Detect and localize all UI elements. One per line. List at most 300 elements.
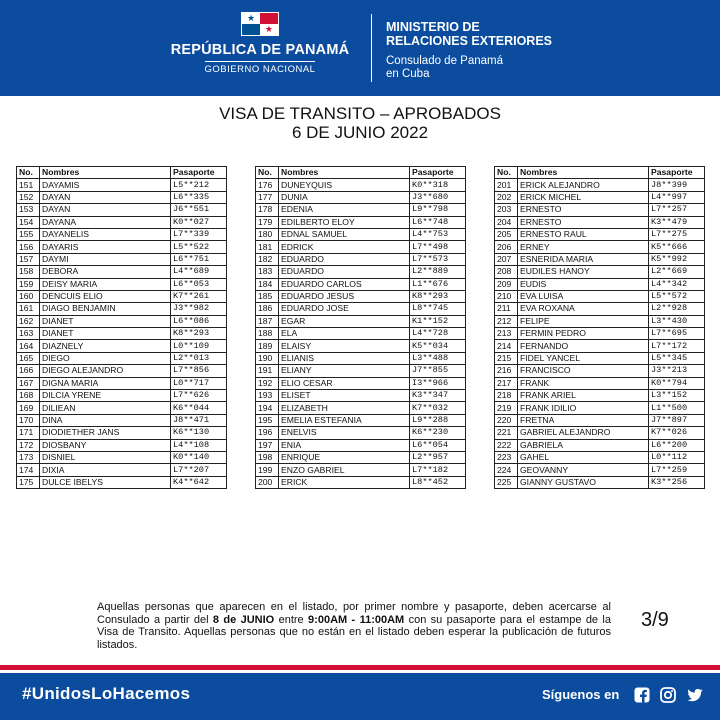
cell-no: 171: [17, 427, 40, 439]
cell-no: 184: [256, 278, 279, 290]
cell-no: 182: [256, 253, 279, 265]
cell-passport: J8**399: [649, 179, 705, 191]
cell-name: DIAGO BENJAMIN: [40, 303, 171, 315]
cell-passport: L7**498: [410, 241, 466, 253]
cell-passport: L5**522: [171, 241, 227, 253]
approved-list-table-3: [494, 166, 705, 489]
cell-name: ELISET: [279, 390, 410, 402]
table-header-row: [495, 167, 705, 179]
cell-name: GIANNY GUSTAVO: [518, 476, 649, 488]
table-row: [17, 340, 227, 352]
cell-name: ENIA: [279, 439, 410, 451]
cell-no: 194: [256, 402, 279, 414]
title-line-2: 6 DE JUNIO 2022: [291, 123, 429, 142]
cell-no: 156: [17, 241, 40, 253]
cell-passport: L7**259: [649, 464, 705, 476]
cell-no: 168: [17, 390, 40, 402]
cell-name: EUDIS: [518, 278, 649, 290]
table-row: [256, 216, 466, 228]
cell-name: ELIO CESAR: [279, 377, 410, 389]
table-row: [495, 340, 705, 352]
cell-no: 180: [256, 228, 279, 240]
table-row: [495, 414, 705, 426]
note-date: 8 de JUNIO: [212, 613, 275, 626]
cell-name: DIODIETHER JANS: [40, 427, 171, 439]
header-divider: [371, 14, 372, 82]
table-row: [495, 402, 705, 414]
cell-no: 193: [256, 390, 279, 402]
cell-passport: L5**212: [171, 179, 227, 191]
table-row: [17, 278, 227, 290]
cell-name: ENELVIS: [279, 427, 410, 439]
cell-no: 173: [17, 451, 40, 463]
cell-no: 172: [17, 439, 40, 451]
table-row: [17, 290, 227, 302]
header-no: No.: [17, 167, 40, 179]
cell-name: EVA ROXANA: [518, 303, 649, 315]
cell-passport: L8**452: [410, 476, 466, 488]
cell-passport: K7**032: [410, 402, 466, 414]
cell-passport: K4**642: [171, 476, 227, 488]
table-row: [495, 377, 705, 389]
cell-passport: L7**182: [410, 464, 466, 476]
table-header-row: [256, 167, 466, 179]
cell-name: GAHEL: [518, 451, 649, 463]
cell-name: ERNEY: [518, 241, 649, 253]
cell-no: 165: [17, 352, 40, 364]
cell-name: DAYANELIS: [40, 228, 171, 240]
instructions-note: [97, 601, 611, 651]
cell-name: ERNESTO RAUL: [518, 228, 649, 240]
cell-name: EDUARDO: [279, 253, 410, 265]
table-row: [256, 377, 466, 389]
cell-name: FRANCISCO: [518, 365, 649, 377]
cell-no: 214: [495, 340, 518, 352]
cell-name: DEBORA: [40, 266, 171, 278]
table-row: [495, 303, 705, 315]
cell-no: 154: [17, 216, 40, 228]
cell-no: 219: [495, 402, 518, 414]
table-row: [256, 427, 466, 439]
cell-name: DIXIA: [40, 464, 171, 476]
table-row: [495, 427, 705, 439]
cell-name: ELIANY: [279, 365, 410, 377]
table-row: [256, 253, 466, 265]
cell-passport: K8**293: [171, 328, 227, 340]
cell-name: DIOSBANY: [40, 439, 171, 451]
cell-name: ELAISY: [279, 340, 410, 352]
cell-passport: L1**500: [649, 402, 705, 414]
cell-passport: L6**200: [649, 439, 705, 451]
cell-passport: L5**572: [649, 290, 705, 302]
table-row: [17, 402, 227, 414]
cell-passport: J8**471: [171, 414, 227, 426]
government-label: GOBIERNO NACIONAL: [205, 61, 316, 75]
cell-passport: L6**053: [171, 278, 227, 290]
table-row: [256, 414, 466, 426]
cell-passport: L2**957: [410, 451, 466, 463]
header-banner: [0, 0, 720, 96]
cell-passport: L7**339: [171, 228, 227, 240]
republic-block: [160, 12, 360, 77]
cell-passport: L7**695: [649, 328, 705, 340]
cell-no: 192: [256, 377, 279, 389]
table-row: [256, 476, 466, 488]
cell-no: 206: [495, 241, 518, 253]
cell-name: EMELIA ESTEFANIA: [279, 414, 410, 426]
cell-no: 208: [495, 266, 518, 278]
table-row: [17, 414, 227, 426]
cell-passport: L5**345: [649, 352, 705, 364]
cell-passport: L7**275: [649, 228, 705, 240]
cell-name: EDENIA: [279, 204, 410, 216]
table-row: [17, 427, 227, 439]
cell-name: ENRIQUE: [279, 451, 410, 463]
cell-passport: J6**551: [171, 204, 227, 216]
cell-name: DIEGO: [40, 352, 171, 364]
cell-passport: L4**728: [410, 328, 466, 340]
cell-name: DILIEAN: [40, 402, 171, 414]
table-row: [495, 253, 705, 265]
cell-passport: L6**335: [171, 191, 227, 203]
consulate-line-1: Consulado de Panamá: [386, 55, 503, 67]
cell-no: 195: [256, 414, 279, 426]
table-row: [256, 390, 466, 402]
table-row: [256, 439, 466, 451]
cell-no: 205: [495, 228, 518, 240]
cell-passport: L4**689: [171, 266, 227, 278]
header-no: No.: [495, 167, 518, 179]
cell-passport: L2**889: [410, 266, 466, 278]
republic-name: REPÚBLICA DE PANAMÁ: [170, 42, 350, 58]
cell-name: DAYMI: [40, 253, 171, 265]
cell-name: ENZO GABRIEL: [279, 464, 410, 476]
note-text-2: entre: [274, 613, 309, 626]
cell-passport: K0**027: [171, 216, 227, 228]
cell-name: DAYAN: [40, 191, 171, 203]
cell-passport: I3**966: [410, 377, 466, 389]
cell-no: 158: [17, 266, 40, 278]
table-row: [256, 352, 466, 364]
facebook-icon[interactable]: [634, 687, 650, 703]
cell-passport: L2**928: [649, 303, 705, 315]
cell-passport: L8**745: [410, 303, 466, 315]
cell-no: 201: [495, 179, 518, 191]
cell-passport: K0**140: [171, 451, 227, 463]
cell-passport: K8**293: [410, 290, 466, 302]
approved-list-table-1: [16, 166, 227, 489]
cell-no: 186: [256, 303, 279, 315]
cell-passport: K7**026: [649, 427, 705, 439]
cell-name: DISNIEL: [40, 451, 171, 463]
header-passport: Pasaporte: [171, 167, 227, 179]
cell-passport: L7**626: [171, 390, 227, 402]
cell-no: 212: [495, 315, 518, 327]
cell-passport: K5**666: [649, 241, 705, 253]
cell-passport: L4**753: [410, 228, 466, 240]
twitter-icon[interactable]: [687, 687, 703, 703]
cell-passport: L4**997: [649, 191, 705, 203]
table-row: [256, 451, 466, 463]
cell-passport: L7**207: [171, 464, 227, 476]
cell-passport: L2**013: [171, 352, 227, 364]
table-row: [17, 365, 227, 377]
cell-no: 204: [495, 216, 518, 228]
cell-name: DINA: [40, 414, 171, 426]
cell-no: 188: [256, 328, 279, 340]
cell-passport: K5**992: [649, 253, 705, 265]
table-row: [495, 278, 705, 290]
cell-name: DUNEYQUIS: [279, 179, 410, 191]
cell-name: DAYARIS: [40, 241, 171, 253]
cell-name: ELIANIS: [279, 352, 410, 364]
cell-no: 198: [256, 451, 279, 463]
cell-name: EGAR: [279, 315, 410, 327]
cell-no: 196: [256, 427, 279, 439]
table-row: [495, 352, 705, 364]
cell-name: EDUARDO JOSE: [279, 303, 410, 315]
cell-name: FERMIN PEDRO: [518, 328, 649, 340]
cell-no: 191: [256, 365, 279, 377]
cell-passport: L7**257: [649, 204, 705, 216]
table-row: [495, 328, 705, 340]
table-row: [17, 216, 227, 228]
cell-name: EUDILES HANOY: [518, 266, 649, 278]
table-row: [17, 451, 227, 463]
cell-name: FRETNA: [518, 414, 649, 426]
hashtag-text: #UnidosLoHacemos: [22, 684, 191, 703]
cell-passport: J7**897: [649, 414, 705, 426]
cell-name: EDRICK: [279, 241, 410, 253]
table-row: [495, 228, 705, 240]
cell-no: 152: [17, 191, 40, 203]
cell-passport: L0**717: [171, 377, 227, 389]
cell-passport: K0**318: [410, 179, 466, 191]
cell-name: EDNAL SAMUEL: [279, 228, 410, 240]
cell-passport: K7**261: [171, 290, 227, 302]
cell-no: 178: [256, 204, 279, 216]
cell-no: 213: [495, 328, 518, 340]
table-row: [256, 290, 466, 302]
table-row: [17, 241, 227, 253]
title-line-1: VISA DE TRANSITO – APROBADOS: [219, 104, 501, 123]
cell-name: ESNERIDA MARIA: [518, 253, 649, 265]
table-row: [256, 228, 466, 240]
cell-name: ERICK MICHEL: [518, 191, 649, 203]
cell-name: FERNANDO: [518, 340, 649, 352]
cell-passport: J3**680: [410, 191, 466, 203]
cell-no: 164: [17, 340, 40, 352]
table-row: [17, 228, 227, 240]
table-row: [495, 290, 705, 302]
cell-passport: J3**982: [171, 303, 227, 315]
cell-no: 200: [256, 476, 279, 488]
cell-name: DEISY MARIA: [40, 278, 171, 290]
cell-passport: K3**479: [649, 216, 705, 228]
cell-name: DILCIA YRENE: [40, 390, 171, 402]
cell-name: DULCE IBELYS: [40, 476, 171, 488]
note-text-3: con su pasaporte para el estampe de la Visa de Transito. Aquellas personas que no están en el listado deben esperar la publicación de futuros listados.: [97, 613, 611, 651]
cell-no: 181: [256, 241, 279, 253]
cell-name: EVA LUISA: [518, 290, 649, 302]
cell-no: 189: [256, 340, 279, 352]
cell-name: ERNESTO: [518, 204, 649, 216]
cell-name: DIAZNELY: [40, 340, 171, 352]
table-row: [495, 439, 705, 451]
cell-name: DUNIA: [279, 191, 410, 203]
cell-no: 221: [495, 427, 518, 439]
page-title: [0, 104, 720, 142]
table-row: [17, 204, 227, 216]
table-row: [17, 266, 227, 278]
cell-no: 199: [256, 464, 279, 476]
cell-no: 183: [256, 266, 279, 278]
table-row: [256, 241, 466, 253]
cell-name: DIANET: [40, 315, 171, 327]
table-row: [256, 328, 466, 340]
cell-name: EDUARDO: [279, 266, 410, 278]
cell-passport: K6**230: [410, 427, 466, 439]
table-row: [256, 340, 466, 352]
table-row: [256, 179, 466, 191]
cell-no: 167: [17, 377, 40, 389]
cell-passport: K0**794: [649, 377, 705, 389]
cell-no: 160: [17, 290, 40, 302]
cell-passport: L4**342: [649, 278, 705, 290]
cell-name: EDUARDO CARLOS: [279, 278, 410, 290]
ministry-line-2: RELACIONES EXTERIORES: [386, 34, 552, 48]
table-row: [17, 179, 227, 191]
cell-no: 161: [17, 303, 40, 315]
cell-no: 197: [256, 439, 279, 451]
panama-flag-icon: ★ ★: [241, 12, 279, 36]
header-no: No.: [256, 167, 279, 179]
cell-no: 220: [495, 414, 518, 426]
ministry-block: [386, 20, 552, 81]
cell-passport: L9**288: [410, 414, 466, 426]
cell-no: 163: [17, 328, 40, 340]
header-passport: Pasaporte: [649, 167, 705, 179]
cell-no: 157: [17, 253, 40, 265]
table-row: [17, 464, 227, 476]
cell-no: 179: [256, 216, 279, 228]
cell-passport: K3**256: [649, 476, 705, 488]
cell-passport: L6**748: [410, 216, 466, 228]
table-row: [495, 476, 705, 488]
cell-no: 176: [256, 179, 279, 191]
table-row: [256, 191, 466, 203]
cell-passport: K1**152: [410, 315, 466, 327]
header-names: Nombres: [40, 167, 171, 179]
footer-banner: [0, 673, 720, 720]
table-row: [17, 390, 227, 402]
cell-no: 209: [495, 278, 518, 290]
cell-no: 151: [17, 179, 40, 191]
cell-name: DIEGO ALEJANDRO: [40, 365, 171, 377]
cell-name: EDUARDO JESUS: [279, 290, 410, 302]
cell-name: ERNESTO: [518, 216, 649, 228]
cell-name: GABRIELA: [518, 439, 649, 451]
cell-name: DIANET: [40, 328, 171, 340]
instagram-icon[interactable]: [660, 687, 676, 703]
approved-list-table-2: [255, 166, 466, 489]
cell-no: 175: [17, 476, 40, 488]
table-row: [256, 278, 466, 290]
table-row: [17, 476, 227, 488]
table-row: [256, 365, 466, 377]
cell-passport: L6**086: [171, 315, 227, 327]
cell-passport: L0**109: [171, 340, 227, 352]
header-passport: Pasaporte: [410, 167, 466, 179]
table-row: [495, 179, 705, 191]
cell-passport: L9**798: [410, 204, 466, 216]
cell-no: 225: [495, 476, 518, 488]
table-row: [495, 204, 705, 216]
table-row: [256, 464, 466, 476]
cell-passport: L3**488: [410, 352, 466, 364]
cell-no: 169: [17, 402, 40, 414]
cell-name: ELA: [279, 328, 410, 340]
cell-no: 155: [17, 228, 40, 240]
follow-us-label: Síguenos en: [542, 687, 620, 702]
cell-name: ERICK ALEJANDRO: [518, 179, 649, 191]
cell-no: 216: [495, 365, 518, 377]
cell-passport: L3**152: [649, 390, 705, 402]
cell-no: 153: [17, 204, 40, 216]
cell-no: 170: [17, 414, 40, 426]
table-row: [17, 303, 227, 315]
cell-name: EDILBERTO ELOY: [279, 216, 410, 228]
cell-passport: J7**855: [410, 365, 466, 377]
table-row: [495, 241, 705, 253]
table-row: [495, 390, 705, 402]
cell-name: DENCUIS ELIO: [40, 290, 171, 302]
table-row: [17, 352, 227, 364]
cell-no: 224: [495, 464, 518, 476]
cell-no: 190: [256, 352, 279, 364]
cell-passport: L1**676: [410, 278, 466, 290]
header-names: Nombres: [518, 167, 649, 179]
cell-no: 166: [17, 365, 40, 377]
cell-no: 223: [495, 451, 518, 463]
cell-name: FELIPE: [518, 315, 649, 327]
cell-name: FIDEL YANCEL: [518, 352, 649, 364]
table-row: [17, 253, 227, 265]
cell-name: GABRIEL ALEJANDRO: [518, 427, 649, 439]
table-row: [256, 315, 466, 327]
note-text-1: Aquellas personas que aparecen en el listado, por primer nombre y pasaporte, deben acercarse al Consulado a partir del: [97, 601, 611, 626]
table-row: [495, 365, 705, 377]
cell-no: 203: [495, 204, 518, 216]
cell-name: DAYAMIS: [40, 179, 171, 191]
table-row: [17, 328, 227, 340]
cell-passport: J3**213: [649, 365, 705, 377]
cell-name: FRANK IDILIO: [518, 402, 649, 414]
table-row: [256, 402, 466, 414]
cell-name: GEOVANNY: [518, 464, 649, 476]
consulate-line-2: en Cuba: [386, 68, 430, 80]
cell-no: 177: [256, 191, 279, 203]
cell-no: 202: [495, 191, 518, 203]
table-row: [495, 451, 705, 463]
note-hours: 9:00AM - 11:00AM: [308, 613, 405, 626]
cell-no: 174: [17, 464, 40, 476]
cell-no: 210: [495, 290, 518, 302]
table-row: [17, 439, 227, 451]
cell-name: ELIZABETH: [279, 402, 410, 414]
cell-no: 217: [495, 377, 518, 389]
cell-no: 218: [495, 390, 518, 402]
